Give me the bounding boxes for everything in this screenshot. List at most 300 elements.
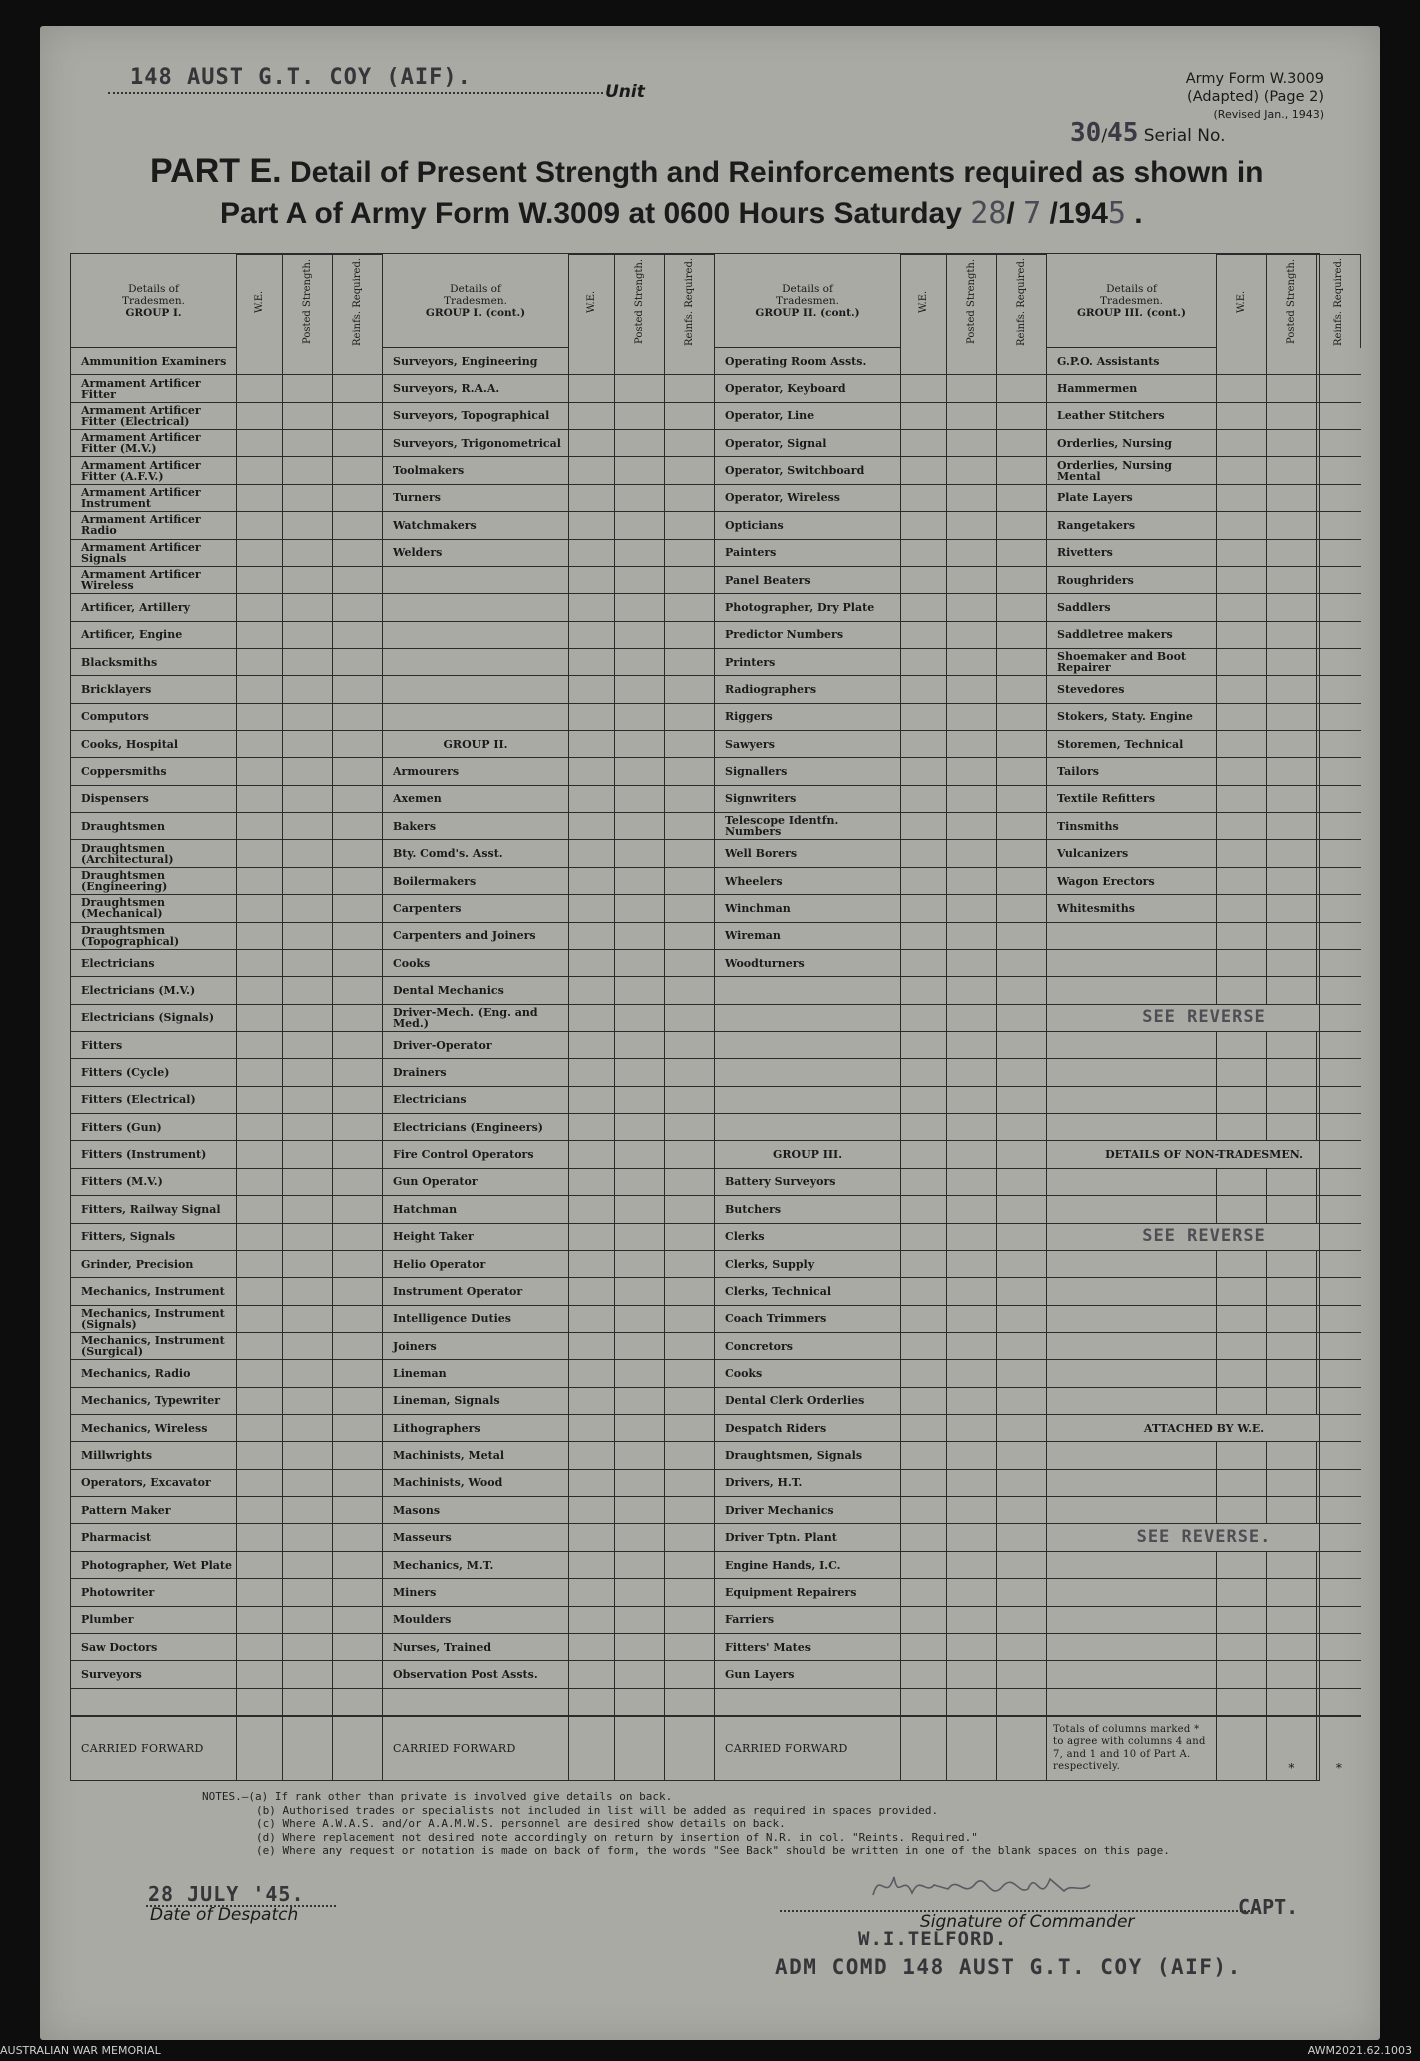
- posted-cell: [1267, 430, 1317, 457]
- posted-cell: [615, 1579, 665, 1606]
- reinfs-cell: [1317, 457, 1361, 484]
- we-cell: [901, 1005, 947, 1032]
- we-cell: [569, 676, 615, 703]
- reinfs-cell: [997, 1470, 1047, 1497]
- note-line: (e) Where any request or notation is made on back of form, the words "See Back" should be written in one of the blank spaces on this page.: [256, 1844, 1170, 1858]
- reinfs-cell: [1317, 1251, 1361, 1278]
- posted-cell: [947, 950, 997, 977]
- trade-label: Butchers: [715, 1196, 901, 1223]
- posted-cell: [283, 1388, 333, 1415]
- posted-cell: [947, 594, 997, 621]
- strength-table: [70, 253, 1344, 1781]
- reinfs-cell: [665, 676, 715, 703]
- reinfs-cell: [997, 1607, 1047, 1634]
- trade-label: Fitters, Railway Signal: [71, 1196, 237, 1223]
- we-cell: [1217, 430, 1267, 457]
- trade-label: [1047, 950, 1217, 977]
- reinfs-cell: [665, 704, 715, 731]
- reinfs-cell: [997, 1442, 1047, 1469]
- we-cell: [237, 1552, 283, 1579]
- we-cell: [901, 950, 947, 977]
- reinfs-cell: [665, 403, 715, 430]
- trade-label: Operator, Keyboard: [715, 375, 901, 402]
- posted-cell: [947, 1114, 997, 1141]
- we-cell: [1217, 1360, 1267, 1387]
- posted-cell: [283, 1360, 333, 1387]
- posted-cell: [1267, 622, 1317, 649]
- trade-label: [1047, 977, 1217, 1004]
- reinfs-cell: [333, 840, 383, 867]
- we-total: [569, 1716, 615, 1780]
- we-cell: [1217, 977, 1267, 1004]
- posted-cell: [615, 1196, 665, 1223]
- trade-label: [1047, 1661, 1217, 1688]
- reinfs-cell: [665, 731, 715, 758]
- trade-label: Printers: [715, 649, 901, 676]
- we-cell: [901, 540, 947, 567]
- we-cell: [569, 840, 615, 867]
- posted-cell: [947, 540, 997, 567]
- we-cell: [901, 895, 947, 922]
- trade-label: [1047, 1169, 1217, 1196]
- reinfs-cell: [1317, 1114, 1361, 1141]
- reinfs-cell: [1317, 1579, 1361, 1606]
- trade-label: Mechanics, M.T.: [383, 1552, 569, 1579]
- posted-cell: [615, 512, 665, 539]
- we-cell: [1217, 1169, 1267, 1196]
- we-cell: [901, 1579, 947, 1606]
- posted-cell: [283, 1634, 333, 1661]
- reinfs-cell: [665, 1552, 715, 1579]
- we-cell: [1217, 1661, 1267, 1688]
- we-cell: [1217, 1114, 1267, 1141]
- trade-label: [1047, 1278, 1217, 1305]
- we-cell: [1217, 1388, 1267, 1415]
- trade-label: Cooks: [383, 950, 569, 977]
- group-header-line: GROUP III. (cont.): [1076, 306, 1187, 319]
- posted-cell: [947, 1141, 997, 1168]
- trade-label: Lithographers: [383, 1415, 569, 1442]
- reinfs-cell: [1317, 540, 1361, 567]
- carried-forward: CARRIED FORWARD: [383, 1716, 569, 1780]
- trade-label: Draughtsmen (Architectural): [71, 840, 237, 867]
- posted-cell: [1267, 923, 1317, 950]
- posted-cell: [615, 1005, 665, 1032]
- posted-cell: [1267, 977, 1317, 1004]
- posted-cell: [1267, 1634, 1317, 1661]
- reinfs-cell: [333, 1224, 383, 1251]
- reinfs-total: [665, 1716, 715, 1780]
- we-cell: [1217, 1689, 1267, 1716]
- reinfs-cell: [1317, 1497, 1361, 1524]
- posted-cell: [283, 1689, 333, 1716]
- we-cell: [569, 1114, 615, 1141]
- reinfs-cell: [665, 430, 715, 457]
- posted-cell: [283, 1579, 333, 1606]
- we-cell: [901, 567, 947, 594]
- we-cell: [237, 1278, 283, 1305]
- posted-cell: [1267, 403, 1317, 430]
- we-cell: [901, 1333, 947, 1360]
- trade-label: Clerks, Supply: [715, 1251, 901, 1278]
- trade-label: Riggers: [715, 704, 901, 731]
- posted-cell: [283, 1251, 333, 1278]
- posted-cell: [947, 457, 997, 484]
- trade-label: [1047, 1470, 1217, 1497]
- posted-cell: [283, 977, 333, 1004]
- credit-right: AWM2021.62.1003: [1307, 2044, 1412, 2057]
- reinfs-cell: [1317, 1388, 1361, 1415]
- trade-label: Carpenters and Joiners: [383, 923, 569, 950]
- posted-cell: [283, 403, 333, 430]
- we-cell: [901, 622, 947, 649]
- posted-cell: [947, 868, 997, 895]
- trade-label: Driver Tptn. Plant: [715, 1524, 901, 1551]
- reinfs-cell: [1317, 1661, 1361, 1688]
- trade-label: Panel Beaters: [715, 567, 901, 594]
- reinfs-cell: [997, 1360, 1047, 1387]
- we-cell: [569, 1333, 615, 1360]
- posted-cell: [1267, 512, 1317, 539]
- posted-cell: [615, 1114, 665, 1141]
- we-cell: [237, 1524, 283, 1551]
- reinfs-cell: [665, 1251, 715, 1278]
- trade-label: Armament Artificer Radio: [71, 512, 237, 539]
- we-cell: [1217, 704, 1267, 731]
- trade-label: Coach Trimmers: [715, 1306, 901, 1333]
- we-cell: [569, 1497, 615, 1524]
- trade-label: Fitters, Signals: [71, 1224, 237, 1251]
- trade-label: Helio Operator: [383, 1251, 569, 1278]
- we-cell: [901, 1360, 947, 1387]
- we-cell: [1217, 649, 1267, 676]
- reinfs-cell: [333, 457, 383, 484]
- trade-label: [1047, 923, 1217, 950]
- we-cell: [901, 868, 947, 895]
- we-cell: [1217, 403, 1267, 430]
- trade-label: Artificer, Artillery: [71, 594, 237, 621]
- posted-cell: [1267, 704, 1317, 731]
- trade-label: Concretors: [715, 1333, 901, 1360]
- reinfs-cell: [997, 1579, 1047, 1606]
- trade-label: Orderlies, Nursing: [1047, 430, 1217, 457]
- reinfs-cell: [997, 1032, 1047, 1059]
- reinfs-cell: [665, 786, 715, 813]
- posted-cell: [947, 375, 997, 402]
- reinfs-cell: [1317, 1360, 1361, 1387]
- we-cell: [1217, 840, 1267, 867]
- trade-label: Ammunition Examiners: [71, 348, 237, 375]
- posted-cell: [615, 1278, 665, 1305]
- we-cell: [1217, 375, 1267, 402]
- reinfs-cell: [665, 923, 715, 950]
- trade-label: Roughriders: [1047, 567, 1217, 594]
- trade-label: Nurses, Trained: [383, 1634, 569, 1661]
- we-cell: [901, 430, 947, 457]
- posted-cell: [1267, 485, 1317, 512]
- trade-label: [383, 1689, 569, 1716]
- trade-label: Hatchman: [383, 1196, 569, 1223]
- trade-label: Mechanics, Radio: [71, 1360, 237, 1387]
- we-cell: [237, 895, 283, 922]
- we-cell: [1217, 1278, 1267, 1305]
- posted-cell: [1267, 1442, 1317, 1469]
- we-cell: [569, 485, 615, 512]
- reinfs-total: *: [1317, 1716, 1361, 1780]
- we-cell: [569, 731, 615, 758]
- we-cell: [901, 457, 947, 484]
- we-cell: [569, 950, 615, 977]
- reinfs-cell: [997, 1059, 1047, 1086]
- posted-cell: [615, 594, 665, 621]
- reinfs-cell: [665, 1442, 715, 1469]
- reinfs-cell: [1317, 758, 1361, 785]
- posted-cell: [615, 1087, 665, 1114]
- reinfs-cell: [997, 1415, 1047, 1442]
- reinfs-cell: [1317, 1306, 1361, 1333]
- posted-cell: [283, 649, 333, 676]
- trade-label: [1047, 1306, 1217, 1333]
- posted-cell: [615, 1661, 665, 1688]
- we-cell: [237, 731, 283, 758]
- reinfs-cell: [333, 1169, 383, 1196]
- posted-cell: [947, 813, 997, 840]
- reinfs-cell: [333, 375, 383, 402]
- trade-label: Engine Hands, I.C.: [715, 1552, 901, 1579]
- we-cell: [901, 923, 947, 950]
- reinfs-cell: [333, 1607, 383, 1634]
- group-header-line: Tradesmen.: [776, 294, 839, 307]
- we-cell: [901, 1306, 947, 1333]
- reinfs-cell: [997, 594, 1047, 621]
- reinfs-cell: [333, 649, 383, 676]
- we-cell: [569, 512, 615, 539]
- we-cell: [237, 840, 283, 867]
- trade-label: Fitters: [71, 1032, 237, 1059]
- trade-label: Driver Mechanics: [715, 1497, 901, 1524]
- reinfs-cell: [665, 622, 715, 649]
- trade-label: Draughtsmen (Mechanical): [71, 895, 237, 922]
- trade-label: Surveyors, Trigonometrical: [383, 430, 569, 457]
- reinfs-cell: [997, 1497, 1047, 1524]
- form-number: Army Form W.3009: [1185, 71, 1324, 87]
- reinfs-cell: [1317, 676, 1361, 703]
- trade-label: [715, 1059, 901, 1086]
- trade-label: Orderlies, Nursing Mental: [1047, 457, 1217, 484]
- we-cell: [901, 1141, 947, 1168]
- trade-label: Driver-Mech. (Eng. and Med.): [383, 1005, 569, 1032]
- we-cell: [1217, 1579, 1267, 1606]
- we-cell: [901, 594, 947, 621]
- reinfs-cell: [333, 1333, 383, 1360]
- posted-cell: [615, 430, 665, 457]
- title-date-day: 28: [970, 196, 1007, 231]
- posted-cell: [615, 1224, 665, 1251]
- posted-cell: [283, 731, 333, 758]
- posted-cell: [1267, 1278, 1317, 1305]
- trade-label: Fitters (M.V.): [71, 1169, 237, 1196]
- we-cell: [237, 1141, 283, 1168]
- we-header: W.E.: [901, 254, 947, 348]
- we-cell: [569, 1005, 615, 1032]
- reinfs-cell: [665, 567, 715, 594]
- reinfs-cell: [665, 1169, 715, 1196]
- trade-label: Machinists, Metal: [383, 1442, 569, 1469]
- trade-label: Lineman: [383, 1360, 569, 1387]
- we-cell: [901, 1524, 947, 1551]
- trade-label: [715, 977, 901, 1004]
- posted-cell: [1267, 1607, 1317, 1634]
- posted-cell: [615, 1415, 665, 1442]
- we-cell: [237, 430, 283, 457]
- trade-label: Miners: [383, 1579, 569, 1606]
- we-cell: [237, 1470, 283, 1497]
- posted-cell: [947, 1415, 997, 1442]
- group-header-line: Tradesmen.: [122, 294, 185, 307]
- trade-label: Millwrights: [71, 1442, 237, 1469]
- we-cell: [1217, 457, 1267, 484]
- reinfs-cell: [997, 512, 1047, 539]
- reinfs-cell: [997, 813, 1047, 840]
- posted-cell: [283, 676, 333, 703]
- posted-header: Posted Strength.: [615, 254, 665, 348]
- trade-label: Fire Control Operators: [383, 1141, 569, 1168]
- posted-cell: [1267, 1579, 1317, 1606]
- title-date-sep1: /: [1006, 197, 1015, 230]
- trade-label: Surveyors, Topographical: [383, 403, 569, 430]
- trade-label: Rangetakers: [1047, 512, 1217, 539]
- we-cell: [901, 1470, 947, 1497]
- trade-label: Bricklayers: [71, 676, 237, 703]
- we-cell: [569, 649, 615, 676]
- posted-cell: [1267, 457, 1317, 484]
- serial-label: Serial No.: [1143, 126, 1226, 146]
- reinfs-cell: [665, 895, 715, 922]
- trade-label: Armament Artificer Fitter (A.F.V.): [71, 457, 237, 484]
- reinfs-cell: [665, 540, 715, 567]
- reinfs-cell: [997, 840, 1047, 867]
- we-cell: [237, 758, 283, 785]
- posted-cell: [615, 1524, 665, 1551]
- posted-cell: [947, 1497, 997, 1524]
- posted-cell: [1267, 813, 1317, 840]
- trade-label: Mechanics, Instrument (Signals): [71, 1306, 237, 1333]
- serial-number: [1070, 118, 1226, 148]
- we-cell: [1217, 622, 1267, 649]
- reinfs-cell: [333, 758, 383, 785]
- posted-cell: [283, 1470, 333, 1497]
- posted-cell: [947, 403, 997, 430]
- trade-label: Bty. Comd's. Asst.: [383, 840, 569, 867]
- posted-cell: [615, 403, 665, 430]
- posted-cell: [1267, 1032, 1317, 1059]
- we-cell: [569, 457, 615, 484]
- trade-label: Textile Refitters: [1047, 786, 1217, 813]
- reinfs-cell: [333, 567, 383, 594]
- trade-label: Cooks, Hospital: [71, 731, 237, 758]
- reinfs-cell: [665, 512, 715, 539]
- trade-label: Surveyors, Engineering: [383, 348, 569, 375]
- trade-label: [383, 704, 569, 731]
- trade-label: Signallers: [715, 758, 901, 785]
- reinfs-cell: [1317, 1552, 1361, 1579]
- we-cell: [237, 1442, 283, 1469]
- posted-total: *: [1267, 1716, 1317, 1780]
- trade-label: Storemen, Technical: [1047, 731, 1217, 758]
- trade-label: [1047, 1388, 1217, 1415]
- posted-cell: [615, 868, 665, 895]
- trade-label: Battery Surveyors: [715, 1169, 901, 1196]
- posted-cell: [947, 1005, 997, 1032]
- we-cell: [237, 813, 283, 840]
- reinfs-cell: [665, 813, 715, 840]
- we-cell: [237, 676, 283, 703]
- trade-label: Draughtsmen: [71, 813, 237, 840]
- we-cell: [569, 868, 615, 895]
- we-cell: [237, 594, 283, 621]
- trade-label: Saddlers: [1047, 594, 1217, 621]
- we-cell: [569, 1388, 615, 1415]
- we-cell: [1217, 1497, 1267, 1524]
- reinfs-cell: [333, 1388, 383, 1415]
- trade-label: Cooks: [715, 1360, 901, 1387]
- reinfs-cell: [997, 375, 1047, 402]
- reinfs-cell: [997, 704, 1047, 731]
- reinfs-cell: [665, 1470, 715, 1497]
- posted-cell: [1267, 731, 1317, 758]
- reinfs-cell: [997, 758, 1047, 785]
- trade-label: ATTACHED BY W.E.: [1047, 1415, 1361, 1442]
- see-reverse-stamp: [1047, 1524, 1361, 1551]
- we-cell: [901, 1251, 947, 1278]
- trade-label: Gun Layers: [715, 1661, 901, 1688]
- posted-cell: [283, 1059, 333, 1086]
- trade-label: Fitters (Gun): [71, 1114, 237, 1141]
- trade-label: Carpenters: [383, 895, 569, 922]
- we-cell: [569, 1032, 615, 1059]
- we-cell: [901, 1497, 947, 1524]
- posted-cell: [947, 1278, 997, 1305]
- posted-cell: [615, 1306, 665, 1333]
- reinfs-cell: [665, 375, 715, 402]
- posted-cell: [283, 1196, 333, 1223]
- trade-label: Fitters (Cycle): [71, 1059, 237, 1086]
- posted-cell: [1267, 1388, 1317, 1415]
- reinfs-cell: [333, 731, 383, 758]
- posted-cell: [947, 512, 997, 539]
- posted-cell: [615, 1634, 665, 1661]
- posted-cell: [947, 923, 997, 950]
- posted-cell: [947, 1552, 997, 1579]
- posted-cell: [947, 567, 997, 594]
- posted-cell: [1267, 1087, 1317, 1114]
- reinfs-cell: [1317, 840, 1361, 867]
- we-cell: [901, 758, 947, 785]
- trade-label: Watchmakers: [383, 512, 569, 539]
- we-cell: [237, 1689, 283, 1716]
- posted-cell: [947, 1059, 997, 1086]
- reinfs-cell: [665, 485, 715, 512]
- we-cell: [1217, 1607, 1267, 1634]
- trade-label: Mechanics, Instrument: [71, 1278, 237, 1305]
- we-cell: [569, 1661, 615, 1688]
- reinfs-cell: [333, 895, 383, 922]
- reinfs-cell: [665, 1607, 715, 1634]
- posted-cell: [1267, 1059, 1317, 1086]
- we-cell: [237, 1388, 283, 1415]
- reinfs-cell: [665, 1032, 715, 1059]
- reinfs-cell: [665, 649, 715, 676]
